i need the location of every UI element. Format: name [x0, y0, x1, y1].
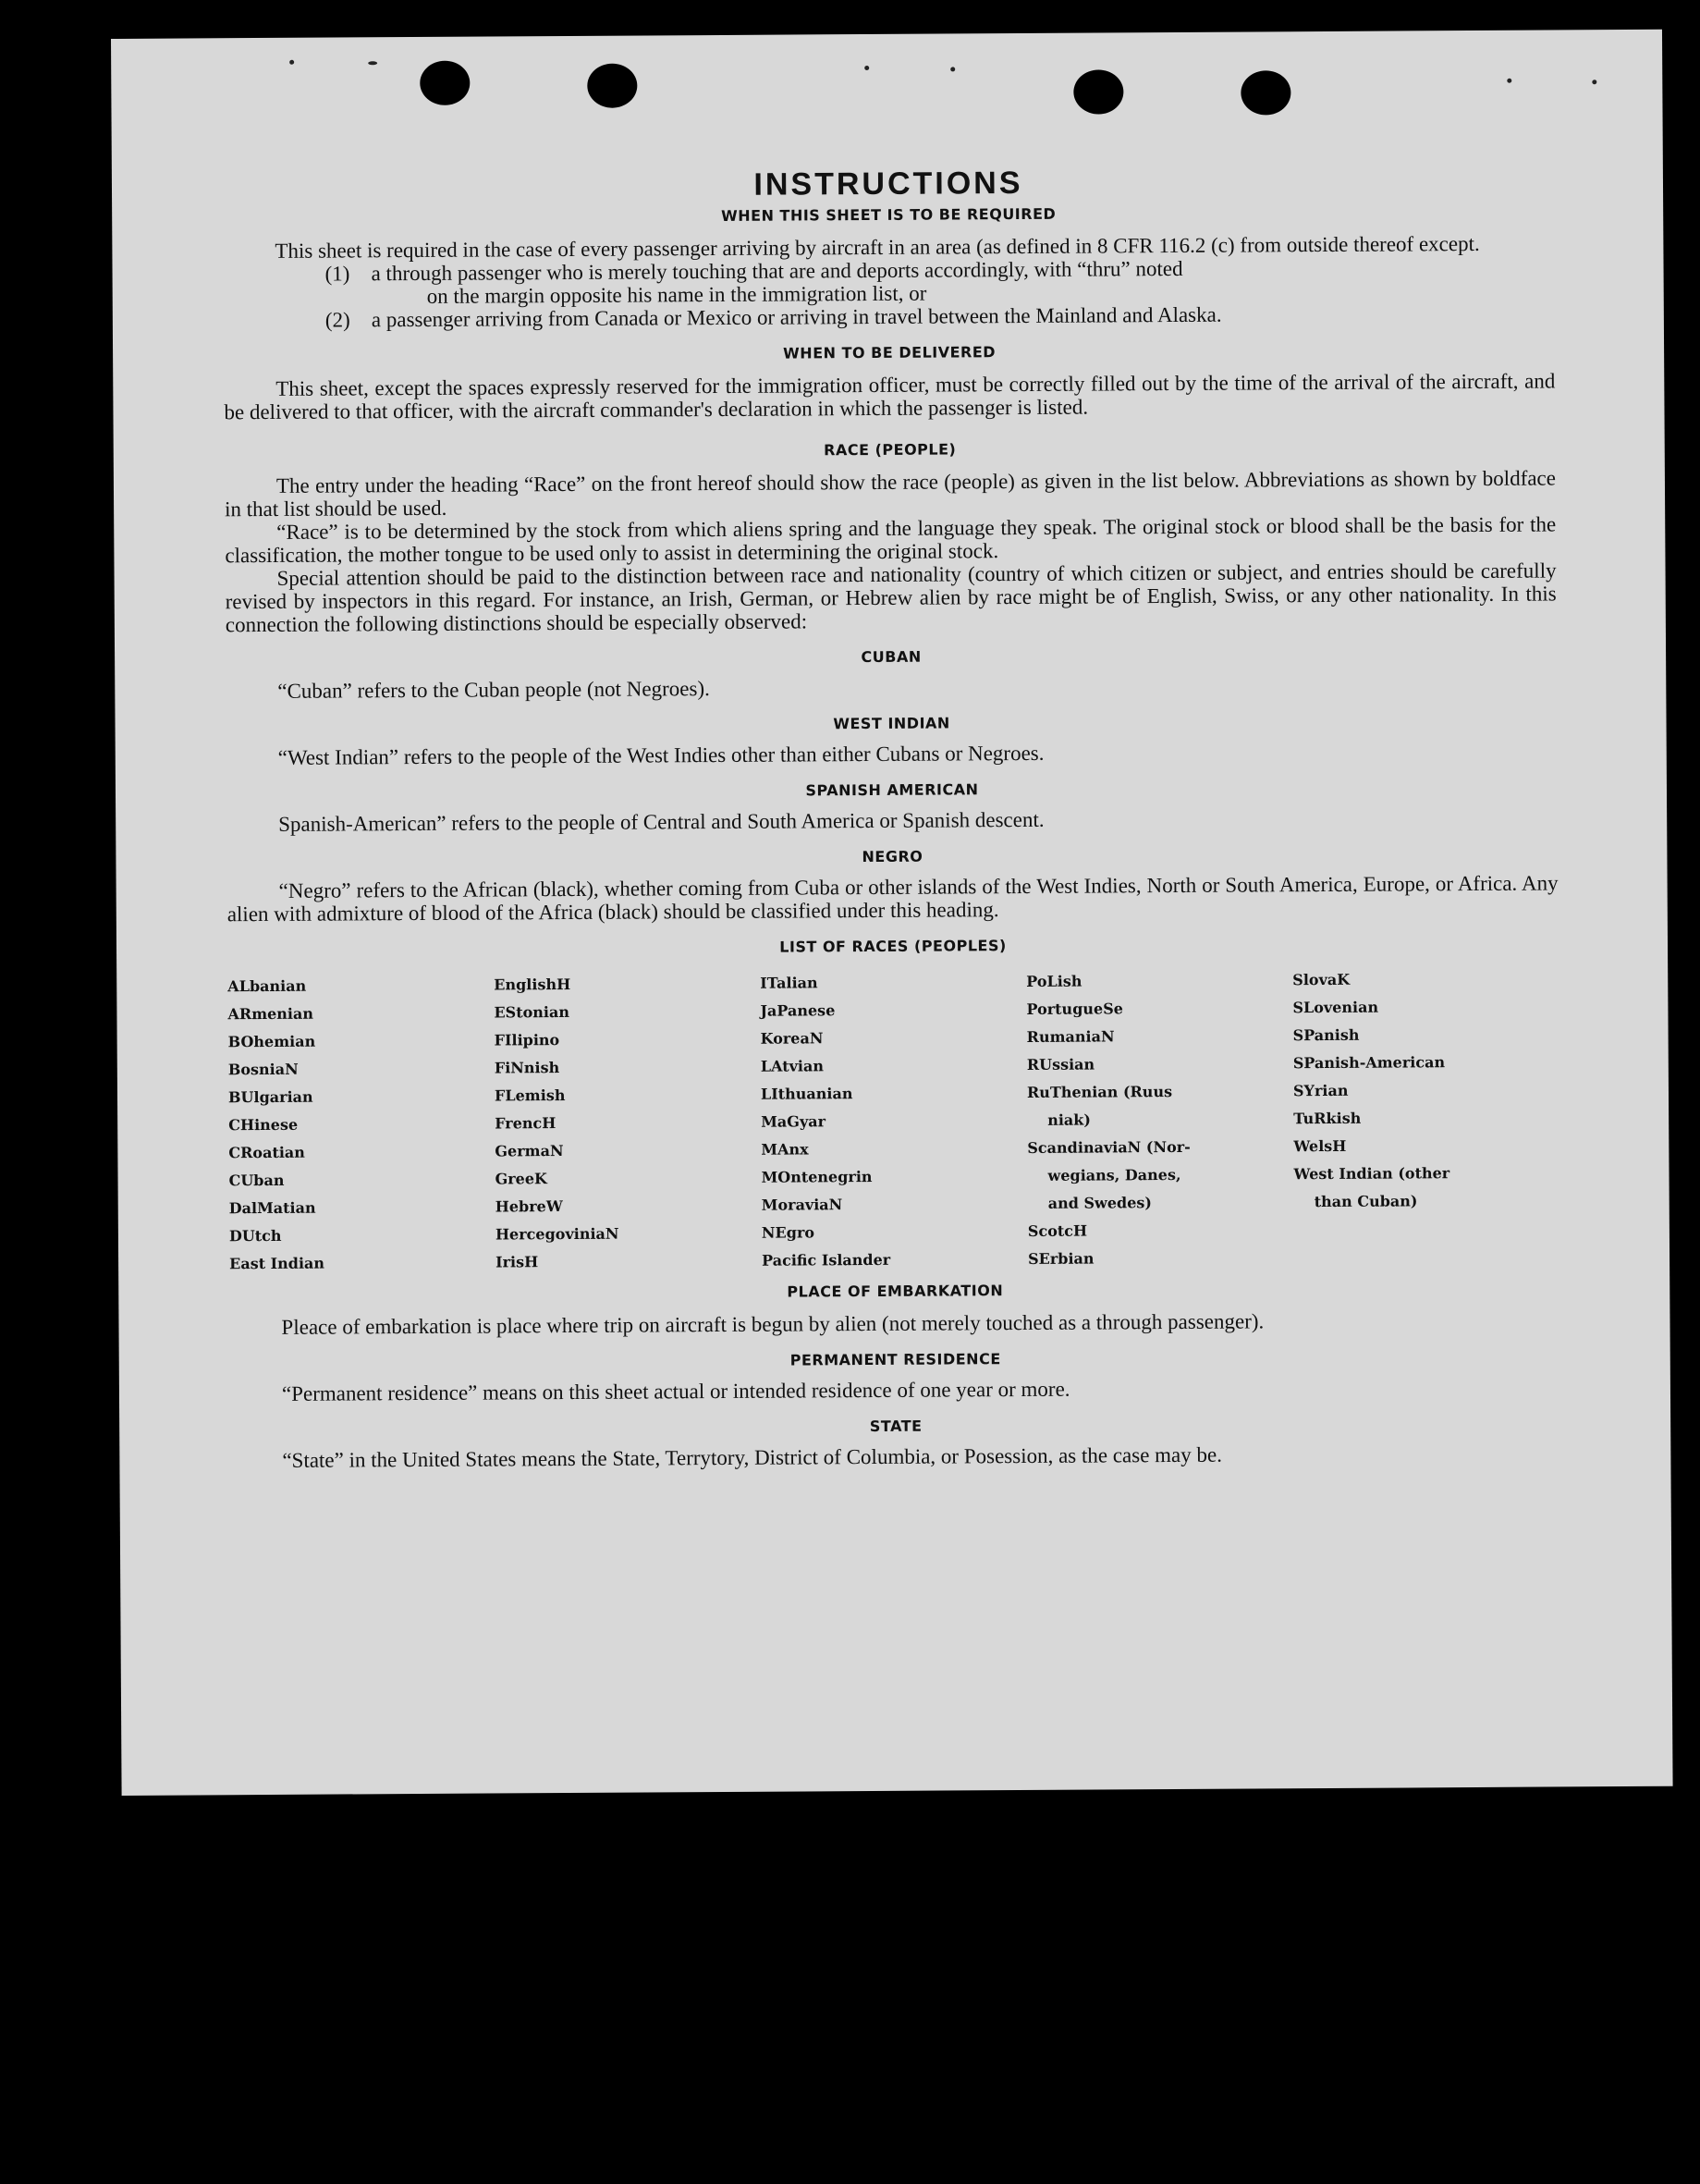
race-column-1 — [227, 971, 495, 1278]
race-item: LIthuanian — [760, 1085, 853, 1103]
race-list — [227, 964, 1560, 1278]
punch-hole — [1073, 69, 1123, 114]
item-text: a through passenger who is merely touching that are and deports accordingly, with “thru” noted — [371, 256, 1183, 286]
race-item: SLovenian — [1292, 998, 1379, 1017]
heading-delivered: WHEN TO BE DELIVERED — [783, 343, 997, 362]
spanish-american-text: Spanish-American” refers to the people of Central and South America or Spanish descent. — [278, 807, 1045, 836]
race-item: MOntenegrin — [761, 1167, 873, 1186]
race-item: ITalian — [760, 974, 818, 992]
race-item: RUssian — [1026, 1055, 1095, 1074]
race-item: MAnx — [761, 1140, 809, 1159]
speck — [1507, 79, 1511, 83]
speck — [289, 60, 294, 65]
race-item: EnglishH — [494, 975, 571, 994]
race-item: CRoatian — [228, 1143, 305, 1162]
item-number: (1) — [324, 262, 350, 286]
required-item-1 — [223, 254, 1554, 309]
race-item-continued: wegians, Danes, — [1047, 1165, 1181, 1184]
race-paragraph-1: The entry under the heading “Race” on the front hereof should show the race (people) as given in the list below. Abbreviations as shown by boldface in that list should be used. — [225, 466, 1557, 521]
race-item: FiNnish — [494, 1059, 560, 1077]
heading-embarkation: PLACE OF EMBARKATION — [787, 1282, 1004, 1301]
race-item: HercegoviniaN — [495, 1224, 619, 1244]
race-item: KoreaN — [760, 1029, 824, 1048]
required-intro: This sheet is required in the case of every passenger arriving by aircraft in an area (as defined in 8 CFR 116.2 (c) from outside thereof except. — [275, 231, 1480, 263]
heading-cuban: CUBAN — [861, 647, 922, 667]
embarkation-text: Pleace of embarkation is place where trip on aircraft is begun by alien (not merely touched as a through passenger). — [281, 1309, 1265, 1339]
heading-race: RACE (PEOPLE) — [824, 440, 957, 460]
residence-text: “Permanent residence” means on this sheet actual or intended residence of one year or more. — [281, 1377, 1070, 1405]
race-item: WelsH — [1293, 1136, 1347, 1156]
state-text: “State” in the United States means the State, Terrytory, District of Columbia, or Posession, as the case may be. — [282, 1442, 1223, 1472]
race-item-continued: than Cuban) — [1314, 1192, 1418, 1211]
speck — [368, 61, 377, 65]
heading-required: WHEN THIS SHEET IS TO BE REQUIRED — [721, 204, 1057, 225]
speck — [864, 66, 869, 70]
negro-text: “Negro” refers to the African (black), whether coming from Cuba or other islands of the West Indies, North or South America, Europe, or Africa. Any alien with admixture of blood of the Africa (black) should be classified under this heading. — [226, 871, 1559, 926]
page-title: INSTRUCTIONS — [753, 165, 1023, 202]
race-item: TuRkish — [1293, 1109, 1362, 1128]
race-item-continued: and Swedes) — [1047, 1194, 1152, 1212]
race-item: IrisH — [495, 1253, 539, 1271]
heading-spanish-american: SPANISH AMERICAN — [805, 780, 979, 800]
race-item: ScotcH — [1027, 1221, 1088, 1240]
cuban-text: “Cuban” refers to the Cuban people (not Negroes). — [277, 677, 710, 703]
race-item: ALbanian — [227, 976, 307, 996]
race-item: ScandinaviaN (Nor- — [1027, 1137, 1191, 1157]
race-item: West Indian (other — [1293, 1164, 1450, 1184]
race-paragraph-3: Special attention should be paid to the distinction between race and nationality (country of which citizen or subject, and entries should be carefully revised by inspectors in this regard. For instance, an Irish, German, or Hebrew alien by race might be of English, Swiss, or any other nationality. In this connection the following distinctions should be especially observed: — [225, 558, 1557, 637]
race-item: SYrian — [1292, 1081, 1349, 1100]
race-item: Pacific Islander — [762, 1250, 891, 1270]
race-item: CUban — [228, 1171, 285, 1190]
race-column-5 — [1292, 964, 1560, 1271]
race-item: HebreW — [495, 1197, 563, 1216]
speck — [950, 67, 955, 71]
race-item: RuThenian (Ruus — [1026, 1083, 1173, 1101]
race-item: DalMatian — [228, 1198, 316, 1218]
heading-negro: NEGRO — [862, 847, 923, 866]
race-item: DUtch — [228, 1226, 282, 1245]
speck — [1592, 80, 1596, 84]
heading-west-indian: WEST INDIAN — [833, 714, 950, 733]
race-item-continued: niak) — [1047, 1110, 1091, 1129]
race-item: PortugueSe — [1026, 1000, 1123, 1018]
race-item: GermaN — [495, 1142, 564, 1160]
race-item: FrencH — [495, 1114, 556, 1133]
punch-hole — [420, 61, 470, 105]
race-item: SErbian — [1028, 1249, 1095, 1268]
race-item: SlovaK — [1292, 970, 1351, 989]
heading-list-of-races: LIST OF RACES (PEOPLES) — [779, 937, 1007, 956]
race-item: BUlgarian — [227, 1087, 313, 1107]
item-text-continued: on the margin opposite his name in the immigration list, or — [426, 281, 927, 308]
race-item: EStonian — [494, 1002, 570, 1022]
race-item: RumaniaN — [1026, 1027, 1115, 1046]
race-item: CHinese — [228, 1115, 299, 1135]
west-indian-text: “West Indian” refers to the people of the West Indies other than either Cubans or Negroes. — [277, 741, 1045, 769]
item-text: a passenger arriving from Canada or Mexico or arriving in travel between the Mainland and Alaska. — [371, 302, 1222, 332]
race-item: PoLish — [1026, 972, 1082, 990]
race-item: FLemish — [494, 1086, 566, 1105]
race-item: BosniaN — [227, 1060, 299, 1079]
race-item: MaGyar — [761, 1112, 826, 1131]
race-column-3 — [760, 968, 1028, 1275]
delivered-text: This sheet, except the spaces expressly reserved for the immigration officer, must be correctly filled out by the time of the arrival of the aircraft, and be delivered to that officer, with the aircraft commander's declaration in which the passenger is listed. — [224, 369, 1556, 424]
document-content — [223, 165, 1562, 1472]
race-item: East Indian — [229, 1254, 325, 1273]
punch-hole — [587, 64, 637, 108]
race-item: SPanish-American — [1292, 1053, 1446, 1073]
race-item: BOhemian — [227, 1032, 316, 1051]
race-item: LAtvian — [760, 1057, 825, 1075]
heading-state: STATE — [869, 1417, 923, 1436]
punch-hole — [1241, 70, 1290, 115]
race-item: NEgro — [761, 1223, 815, 1242]
race-item: JaPanese — [760, 1001, 836, 1020]
race-item: ARmenian — [227, 1004, 314, 1024]
race-column-2 — [494, 970, 762, 1277]
race-paragraph-2: “Race” is to be determined by the stock from which aliens spring and the language they speak. The original stock or blood shall be the basis for the classification, the mother tongue to be used only to assist in determining the original stock. — [225, 512, 1557, 568]
race-column-4 — [1026, 966, 1294, 1273]
document-page — [111, 30, 1673, 1796]
race-item: FIlipino — [494, 1031, 560, 1049]
race-item: MoraviaN — [761, 1196, 843, 1214]
race-item: GreeK — [495, 1170, 547, 1188]
race-item: SPanish — [1292, 1025, 1360, 1045]
item-number: (2) — [324, 308, 350, 332]
heading-permanent-residence: PERMANENT RESIDENCE — [789, 1350, 1001, 1369]
